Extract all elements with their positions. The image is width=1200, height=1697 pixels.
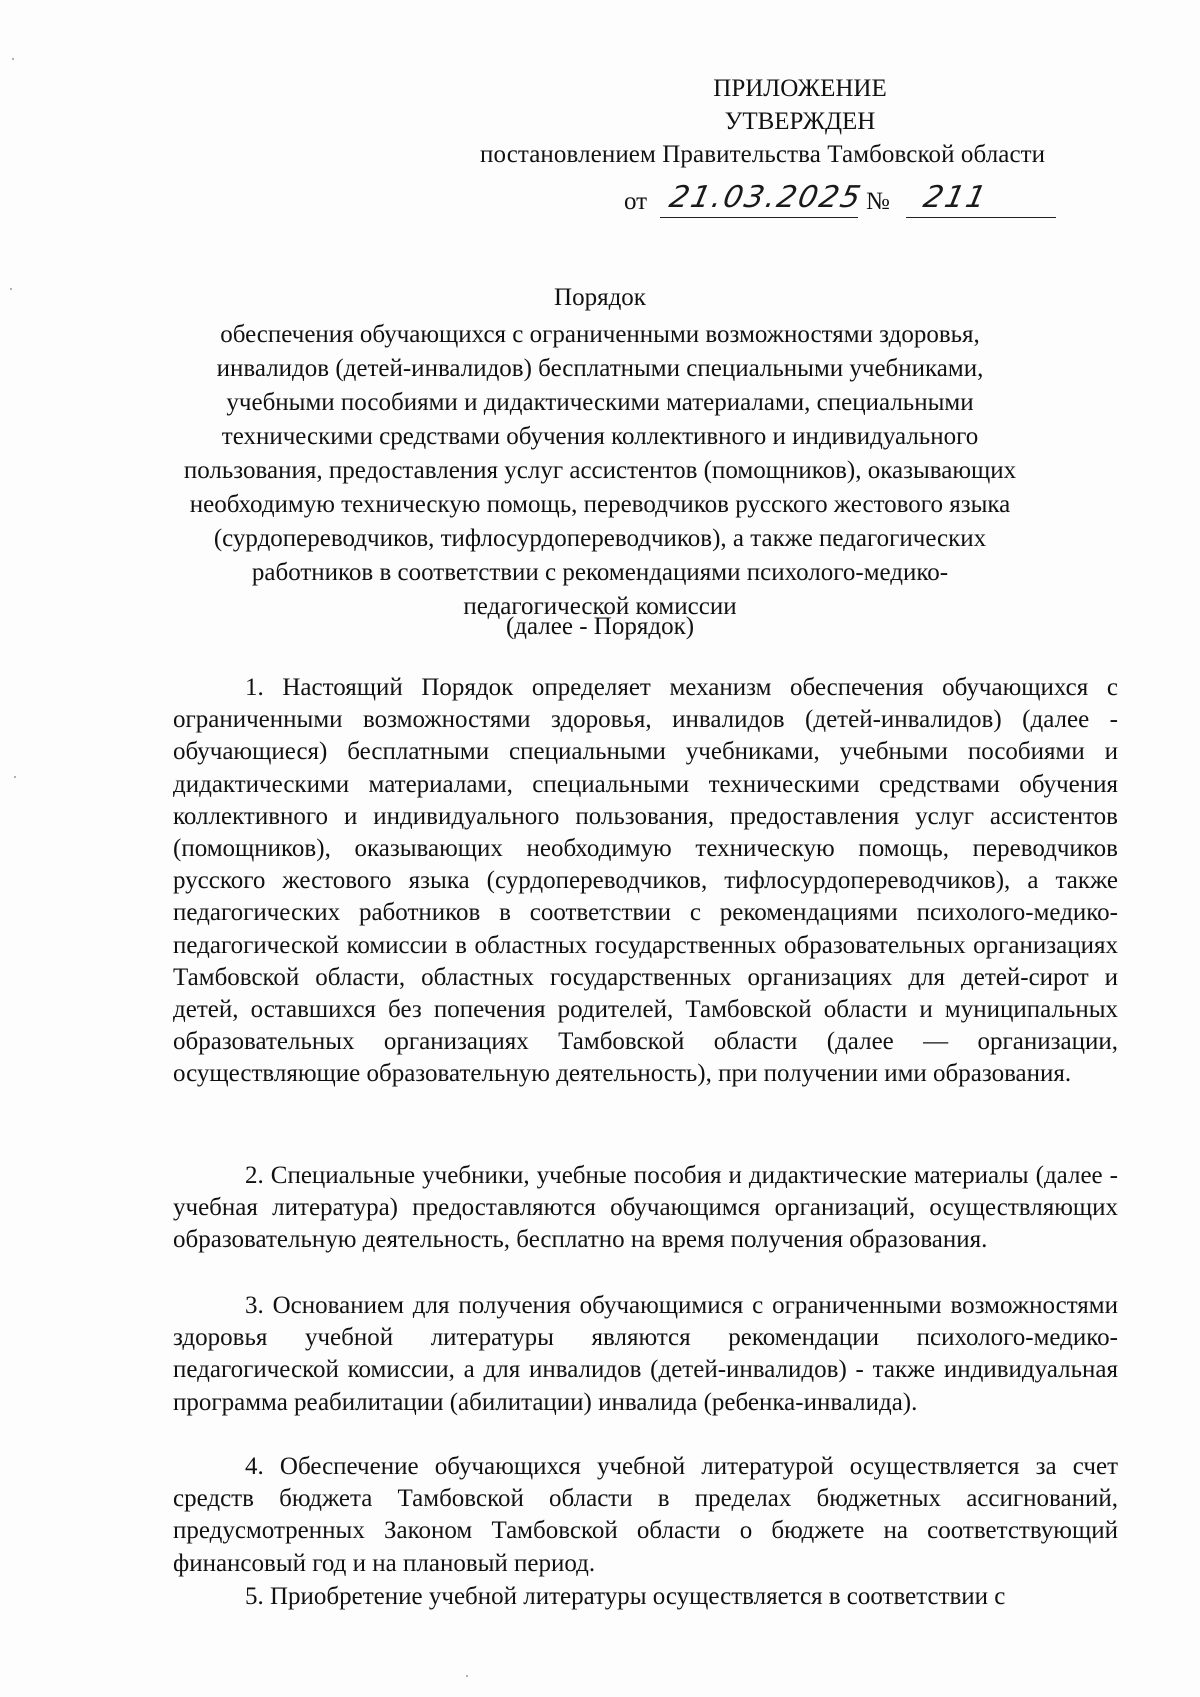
annex-heading: ПРИЛОЖЕНИЕ — [713, 75, 887, 102]
date-underline — [660, 217, 858, 218]
subtitle-line: обеспечения обучающихся с ограниченными возможностями здоровья, — [220, 321, 980, 348]
scan-speck — [466, 1675, 468, 1677]
approved-heading: УТВЕРЖДЕН — [724, 108, 876, 135]
paragraph-text: 1. Настоящий Порядок определяет механизм обеспечения обучающихся с ограниченными возможностями здоровья, инвалидов (детей-инвалидов) (далее - обучающиеся) бесплатными специальными учебниками, учебными пособиями и дидактическими материалами, специальными техническими средствами обучения коллективного и индивидуального пользования, предоставления услуг ассистентов (помощников), оказывающих необходимую техническую помощь, переводчиков русского жестового языка (сурдопереводчиков, тифлосурдопереводчиков), а также педагогических работников в соответствии с рекомендациями психолого-медико-педагогической комиссии в областных государственных образовательных организациях Тамбовской области, областных государственных организациях для детей-сирот и детей, оставшихся без попечения родителей, Тамбовской области и муниципальных образовательных организациях Тамбовской области (далее — организации, осуществляющие образовательную деятельность), при получении ими образования. — [173, 674, 1118, 1088]
decree-line: постановлением Правительства Тамбовской области — [480, 141, 1046, 168]
subtitle-line: (сурдопереводчиков, тифлосурдопереводчиков), а также педагогических — [213, 525, 987, 552]
subtitle-line: педагогической комиссии — [463, 593, 737, 620]
paragraph-3 — [173, 1290, 1118, 1419]
title-abbreviation: (далее - Порядок) — [505, 613, 695, 640]
number-prefix: № — [866, 188, 890, 215]
subtitle-line: пользования, предоставления услуг ассистентов (помощников), оказывающих — [183, 457, 1017, 484]
document-subtitle — [140, 318, 1060, 624]
date-number-line — [624, 180, 1184, 220]
paragraph-text: 3. Основанием для получения обучающимися с ограниченными возможностями здоровья учебной литературы являются рекомендации психолого-медико-педагогической комиссии, а для инвалидов (детей-инвалидов) - также индивидуальная программа реабилитации (абилитации) инвалида (ребенка-инвалида). — [173, 1292, 1118, 1416]
scan-speck — [10, 288, 12, 290]
paragraph-text: 2. Специальные учебники, учебные пособия и дидактические материалы (далее - учебная литература) предоставляются обучающимся организаций, осуществляющих образовательную деятельность, бесплатно на время получения образования. — [173, 1162, 1118, 1254]
document-title: Порядок — [554, 284, 646, 311]
subtitle-line: необходимую техническую помощь, переводчиков русского жестового языка — [189, 491, 1011, 518]
paragraph-text: 4. Обеспечение обучающихся учебной литературой осуществляется за счет средств бюджета Тамбовской области в пределах бюджетных ассигнований, предусмотренных Законом Тамбовской области о бюджете на соответствующий финансовый год и на плановый период. — [173, 1453, 1118, 1577]
paragraph-4 — [173, 1451, 1118, 1580]
handwritten-number: 211 — [920, 180, 991, 215]
paragraph-1 — [173, 672, 1118, 1091]
subtitle-line: техническими средствами обучения коллективного и индивидуального — [221, 423, 979, 450]
paragraph-text: 5. Приобретение учебной литературы осуществляется в соответствии с — [245, 1583, 1006, 1610]
scan-speck — [14, 776, 16, 778]
paragraph-2 — [173, 1160, 1118, 1257]
subtitle-line: учебными пособиями и дидактическими материалами, специальными — [226, 389, 974, 416]
number-underline — [906, 217, 1056, 218]
handwritten-date: 21.03.2025 — [666, 180, 866, 215]
subtitle-line: инвалидов (детей-инвалидов) бесплатными специальными учебниками, — [216, 355, 984, 382]
paragraph-5 — [173, 1581, 1118, 1613]
date-prefix: от — [624, 188, 648, 215]
scan-speck — [12, 58, 14, 60]
subtitle-line: работников в соответствии с рекомендациями психолого-медико- — [251, 559, 949, 586]
